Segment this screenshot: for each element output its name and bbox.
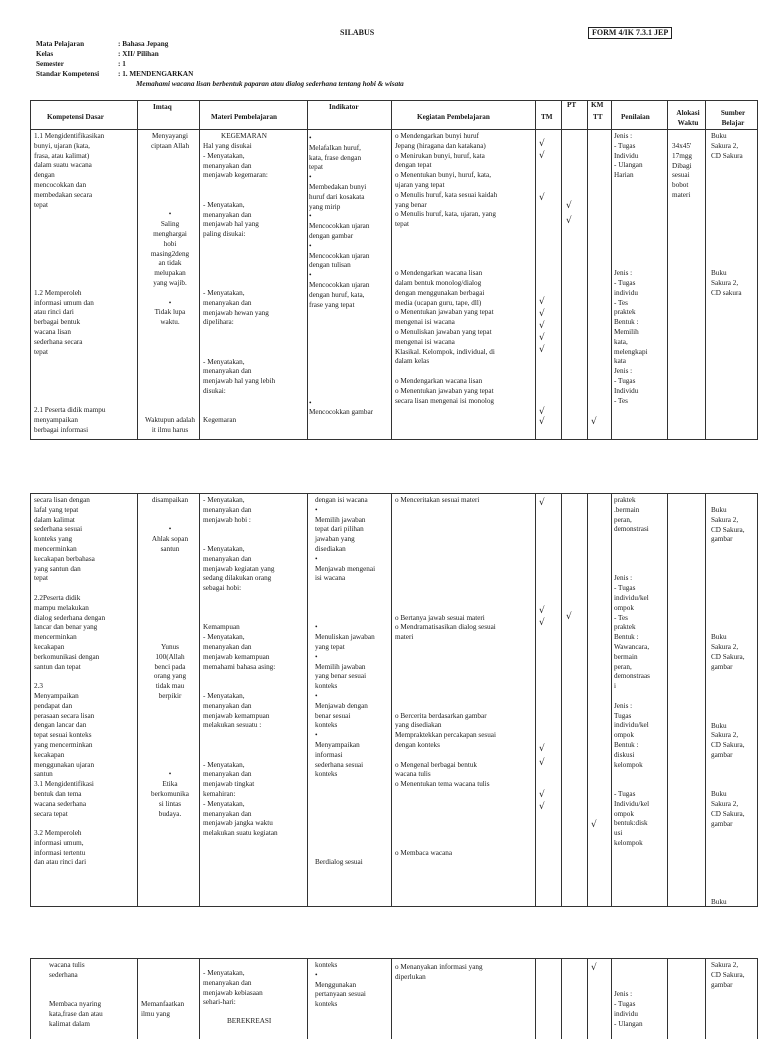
materi-cell: - Menyatakan, menanyakan dan menjawab hobi : - Menyatakan, menanyakan dan menjawab kegiatan yang sedang dilakukan orang sebagai hobi: Kemampuan - Menyatakan, menanyakan dan menjawab kemampuan memahami bahasa asing: - Menyatakan, menanyakan dan menjawab kemampuan melakukan sesuatu : - Menyatakan, menanyakan dan menjawab tingkat kemahiran: - Menyatakan, menanyakan dan menjawab jangka waktu melakukan suatu kegiatan: [203, 496, 278, 838]
penilaian-cell: praktek .bermain peran, demonstrasi Jenis : - Tugas individu/kel ompok - Tes praktek Bentuk : Wawancara, bermain peran, demonstraas i Jenis : Tugas individu/kel ompok Bentuk : diskusi kelompok - Tugas Individu/kel ompok bentuk:disk usi kelompok: [614, 496, 650, 847]
check-mark: √: [566, 216, 572, 226]
check-mark: √: [539, 345, 545, 355]
check-mark: √: [566, 201, 572, 211]
check-mark: √: [539, 618, 545, 628]
meta-label-kelas: Kelas: [36, 50, 54, 58]
sumber-cell: Buku Sakura 2, CD Sakura Buku Sakura 2, CD sakura: [711, 132, 743, 297]
kegiatan-cell: o Menceritakan sesuai materi o Bertanya jawab sesuai materi o Mendramatisasikan dialog sesuai materi o Bercerita berdasarkan gambar yang disediakan Mempraktekkan percakapan sesuai dengan konteks o Mengenal berbagai bentuk wacana tulis o Menentukan tema wacana tulis o Membaca wacana: [395, 496, 496, 857]
meta-label-semester: Semester: [36, 60, 64, 68]
kompetensi-cell: wacana tulis sederhana Membaca nyaring kata,frase dan atau kalimat dalam: [49, 961, 103, 1028]
check-mark: √: [591, 820, 597, 830]
col-alokasi: Alokasi Waktu: [676, 109, 700, 127]
meta-value-kelas: : XII/ Pilihan: [118, 50, 159, 58]
sumber-cell: Buku Sakura 2, CD Sakura, gambar Buku Sakura 2, CD Sakura, gambar Buku Sakura 2, CD Sakura, gambar Buku Sakura 2, CD Sakura, gambar Buku: [711, 506, 745, 906]
syllabus-table-page-2: [30, 493, 758, 907]
kompetensi-cell: 1.1 Mengidentifikasikan bunyi, ujaran (kata, frasa, atau kalimat) dalam suatu wacana dengan mencocokkan dan membedakan secara tepat 1.2 Memperoleh informasi umum dan atau rinci dari berbagai bentuk wacana lisan sederhana secara tepat 2.1 Peserta didik mampu menyampaikan berbagai informasi: [34, 132, 106, 434]
check-mark: √: [591, 417, 597, 427]
col-pt: PT: [567, 101, 577, 109]
check-mark: √: [591, 963, 597, 973]
col-indikator: Indikator: [329, 103, 359, 111]
indikator-cell: dengan isi wacana • Memilih jawaban tepat dari pilihan jawaban yang disediakan • Menjawab mengenai isi wacana • Menuliskan jawaban yang tepat • Memilih jawaban yang benar sesuai konteks • Menjawab dengan benar sesuai konteks • Menyampaikan informasi sederhana sesuai konteks Berdialog sesuai: [315, 496, 376, 867]
indikator-cell: • Melafalkan huruf, kata, frase dengan tepat • Membedakan bunyi huruf dari kosakata yang mirip • Mencocokkan ujaran dengan gambar • Mencocokkan ujaran dengan tulisan • Mencocokkan ujaran dengan huruf, kata, frase yang tepat • Mencocokkan gambar: [309, 134, 374, 417]
meta-label-mapel: Mata Pelajaran: [36, 40, 85, 48]
meta-value-mapel: : Bahasa Jepang: [118, 40, 169, 48]
check-mark: √: [539, 606, 545, 616]
col-sumber: Sumber Belajar: [720, 109, 746, 127]
check-mark: √: [539, 407, 545, 417]
check-mark: √: [539, 151, 545, 161]
syllabus-table-page-1: [30, 100, 758, 440]
col-kegiatan: Kegiatan Pembelajaran: [417, 113, 490, 121]
imtaq-cell: disampaikan • Ahlak sopan santun Yunus 100(Allah benci pada orang yang tidak mau berpikir • Etika berkomunika si lintas budaya.: [151, 496, 189, 818]
standar-detail: Memahami wacana lisan berbentuk paparan atau dialog sederhana tentang hobi & wisata: [136, 80, 404, 88]
meta-label-standar: Standar Kompetensi: [36, 70, 100, 78]
alokasi-cell: 34x45' 17mgg Dibagi sesuai bobot materi: [672, 142, 692, 199]
kegiatan-cell: o Mendengarkan bunyi huruf Jepang (hiragana dan katakana) o Menirukan bunyi, huruf, kata dengan tepat o Menentukan bunyi, huruf, kata, ujaran yang tepat o Menulis huruf, kata sesuai kaidah yang benar o Menulis huruf, kata, ujaran, yang tepat o Mendengarkan wacana lisan dalam bentuk monolog/dialog dengan menggunakan berbagai media (ucapan guru, tape, dll) o Menentukan jawaban yang tepat mengenai isi wacana o Menuliskan jawaban yang tepat mengenai isi wacana Klasikal. Kelompok, individual, di dalam kelas o Mendengarkan wacana lisan o Menentukan jawaban yang tepat secara lisan mengenai isi monolog: [395, 132, 498, 405]
materi-cell: - Menyatakan, menanyakan dan menjawab kebiasaan sehari-hari:: [203, 969, 263, 1007]
check-mark: √: [539, 417, 545, 427]
imtaq-cell: Memanfaatkan ilmu yang: [141, 1000, 185, 1018]
materi-cell: Hal yang disukai - Menyatakan, menanyakan dan menjawab kegemaran: - Menyatakan, menanyakan dan menjawab hal yang paling disukai: - Menyatakan, menanyakan dan menjawab hewan yang dipelihara: - Menyatakan, menanyakan dan menjawab hal yang lebih disukai: Kegemaran: [203, 142, 276, 425]
meta-value-standar: : 1. MENDENGARKAN: [118, 70, 194, 78]
check-mark: √: [539, 309, 545, 319]
check-mark: √: [539, 297, 545, 307]
page-title: SILABUS: [340, 28, 375, 37]
col-tm: TM: [541, 113, 553, 121]
kompetensi-cell: secara lisan dengan lafal yang tepat dalam kalimat sederhana sesuai konteks yang mencerminkan kecakapan berbahasa yang santun dan tepat 2.2Peserta didik mampu melakukan dialog sederhana dengan lancar dan benar yang mencerminkan kecakapan berkomunikasi dengan santun dan tepat 2.3 Menyampaikan pendapat dan perasaan secara lisan dengan lancar dan tepat sesuai konteks yang mencerminkan kecakapan menggunakan ujaran santun 3.1 Mengidentifikasi bentuk dan tema wacana sederhana secara tepat 3.2 Memperoleh informasi umum, informasi tertentu dan atau rinci dari: [34, 496, 106, 867]
col-tt: TT: [593, 113, 603, 121]
form-code-box: FORM 4/IK 7.3.1 JEP: [588, 27, 672, 39]
materi-title: KEGEMARAN: [221, 132, 267, 140]
check-mark: √: [566, 612, 572, 622]
check-mark: √: [539, 321, 545, 331]
check-mark: √: [539, 333, 545, 343]
penilaian-cell: Jenis : - Tugas individu - Ulangan: [614, 990, 643, 1028]
syllabus-table-page-3: [30, 958, 758, 1039]
imtaq-cell: Menyayangi ciptaan Allah • Saling menghargai hobi masing2deng an tidak melupakan yang wajib. • Tidak lupa waktu. Waktupun adalah it ilmu harus: [145, 132, 195, 434]
indikator-cell: konteks • Menggunakan pertanyaan sesuai konteks: [315, 961, 366, 1009]
sumber-cell: Sakura 2, CD Sakura, gambar: [711, 961, 745, 989]
col-penilaian: Penilaian: [621, 113, 650, 121]
col-kompetensi: Kompetensi Dasar: [47, 113, 104, 121]
col-imtaq: Imtaq: [153, 103, 172, 111]
check-mark: √: [539, 139, 545, 149]
col-materi: Materi Pembelajaran: [211, 113, 278, 121]
check-mark: √: [539, 758, 545, 768]
check-mark: √: [539, 802, 545, 812]
check-mark: √: [539, 193, 545, 203]
check-mark: √: [539, 498, 545, 508]
penilaian-cell: Jenis : - Tugas Individu - Ulangan Harian Jenis : - Tugas individu - Tes praktek Bentuk : Memilih kata, melengkapi kata Jenis : - Tugas Individu - Tes: [614, 132, 648, 405]
check-mark: √: [539, 790, 545, 800]
check-mark: √: [539, 744, 545, 754]
kegiatan-cell: o Menanyakan informasi yang diperlukan: [395, 963, 483, 981]
col-km: KM: [591, 101, 604, 109]
materi-title: BEREKREASI: [227, 1017, 272, 1025]
meta-value-semester: : 1: [118, 60, 126, 68]
